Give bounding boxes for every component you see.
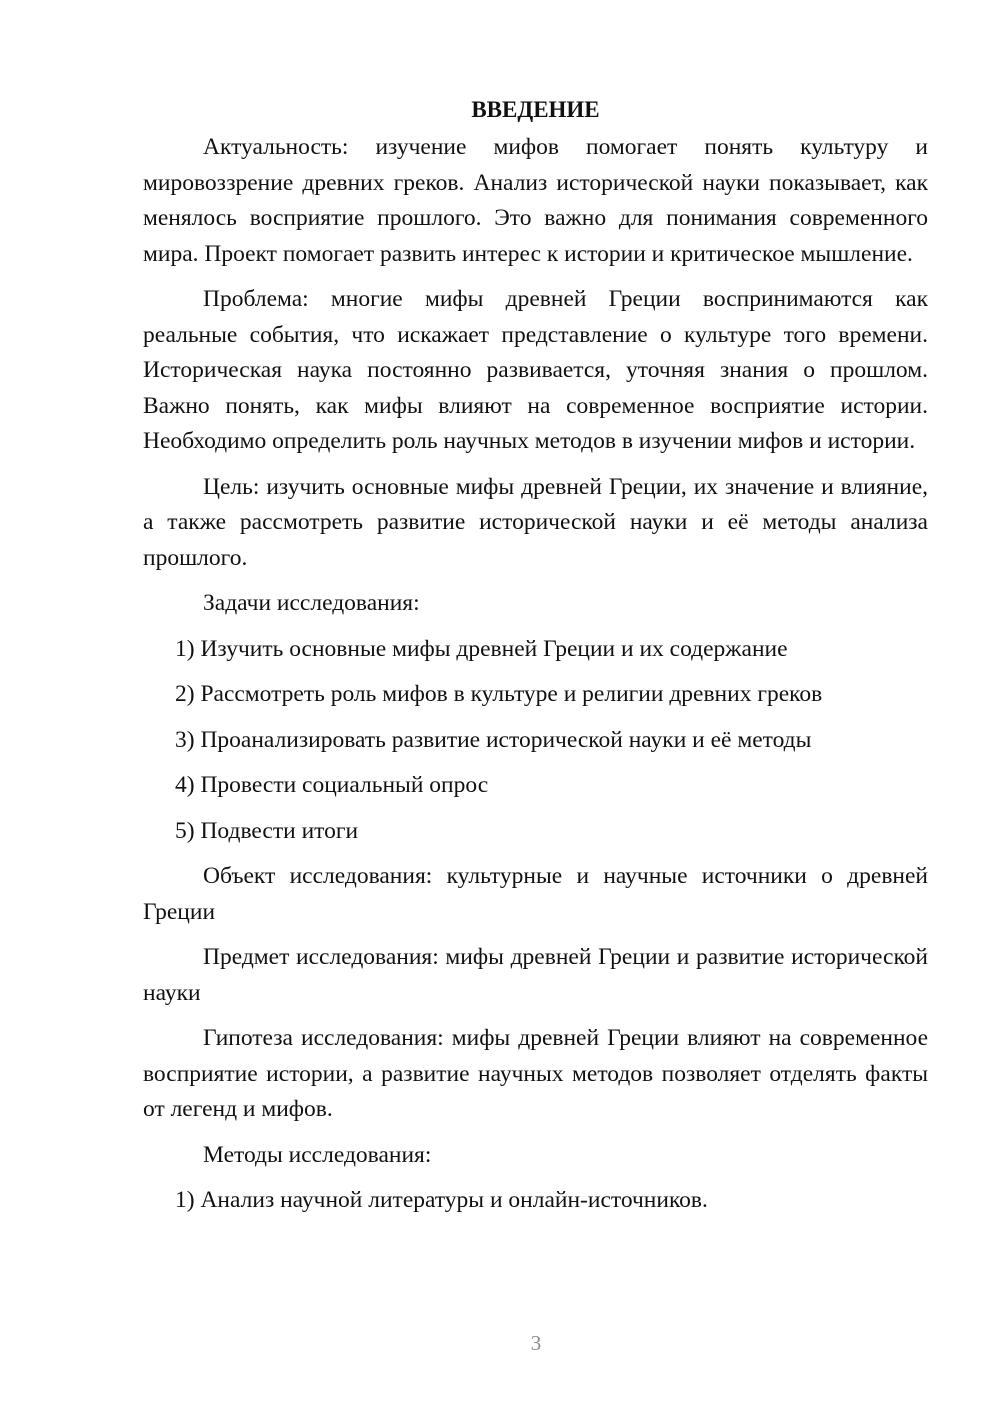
hypothesis-paragraph: Гипотеза исследования: мифы древней Греции влияют на современное восприятие истории, а развитие научных методов позволяет отделять факты от легенд и мифов. bbox=[143, 1025, 928, 1122]
tasks-list bbox=[143, 632, 928, 850]
problem-paragraph: Проблема: многие мифы древней Греции воспринимаются как реальные события, что искажает представление о культуре того времени. Историческая наука постоянно развивается, уточняя знания о прошлом. Важно понять, как мифы влияют на современное восприятие истории. Необходимо определить роль научных методов в изучении мифов и истории. bbox=[143, 286, 928, 454]
methods-label: Методы исследования: bbox=[203, 1141, 432, 1168]
methods-list bbox=[143, 1183, 928, 1219]
list-item: 2) Рассмотреть роль мифов в культуре и религии древних греков bbox=[175, 681, 823, 707]
tasks-label: Задачи исследования: bbox=[203, 590, 420, 616]
goal-paragraph: Цель: изучить основные мифы древней Греции, их значение и влияние, а также рассмотреть развитие исторической науки и её методы анализа прошлого. bbox=[143, 473, 928, 571]
list-item: 1) Изучить основные мифы древней Греции и их содержание bbox=[175, 635, 788, 662]
list-item: 4) Провести социальный опрос bbox=[175, 772, 489, 798]
page-content bbox=[143, 94, 928, 1229]
subject-paragraph: Предмет исследования: мифы древней Греции и развитие исторической науки bbox=[143, 944, 928, 1006]
list-item: 1) Анализ научной литературы и онлайн-источников. bbox=[175, 1187, 708, 1213]
list-item: 3) Проанализировать развитие исторической науки и её методы bbox=[175, 726, 812, 753]
object-paragraph: Объект исследования: культурные и научные источники о древней Греции bbox=[143, 863, 928, 925]
relevance-paragraph: Актуальность: изучение мифов помогает понять культуру и мировоззрение древних греков. Анализ исторической науки показывает, как менялось восприятие прошлого. Это важно для понимания современного мира. Проект помогает развить интерес к истории и критическое мышление. bbox=[143, 134, 928, 267]
list-item: 5) Подвести итоги bbox=[175, 817, 359, 844]
section-heading: ВВЕДЕНИЕ bbox=[471, 97, 600, 122]
page-number: 3 bbox=[530, 1331, 542, 1355]
